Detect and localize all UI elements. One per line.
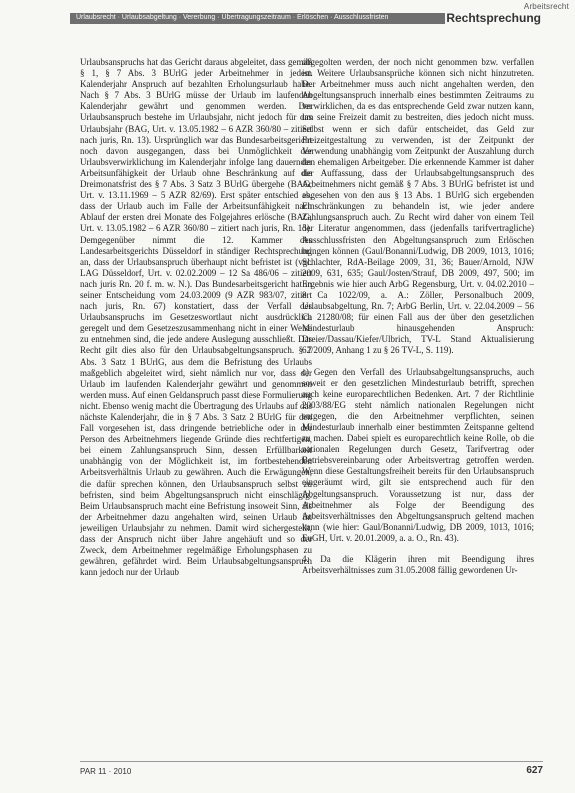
footer-rule bbox=[80, 761, 543, 762]
section-corner-tag: Arbeitsrecht bbox=[523, 2, 569, 11]
page-header bbox=[0, 9, 575, 29]
right-paragraph-3: 4. Da die Klägerin ihren mit Beendigung ihres Arbeitsverhältnisses zum 31.05.2008 fällig gewordenen Ur- bbox=[302, 554, 534, 576]
page-number: 627 bbox=[526, 765, 543, 776]
header-keywords: Urlaubsrecht · Urlaubsabgeltung · Vererbung · Übertragungszeitraum · Erlöschen · Ausschlussfristen bbox=[76, 14, 389, 21]
header-section-title: Rechtsprechung bbox=[446, 11, 541, 25]
page-footer bbox=[0, 765, 575, 779]
right-text-column bbox=[302, 57, 534, 772]
left-text-column bbox=[80, 57, 312, 772]
journal-issue: PAR 11 · 2010 bbox=[80, 767, 132, 776]
right-paragraph-2: c) Gegen den Verfall des Urlaubsabgeltungsanspruchs, auch soweit er den gesetzlichen Mindesturlaub betrifft, sprechen auch keine europarechtlichen Bedenken. Art. 7 der Richtlinie 2003/88/EG steht nämlich nationalen Regelungen nicht entgegen, die den Arbeitnehmer verpflichten, seinen Mindesturlaub innerhalb einer bestimmten Zeitspanne geltend zu machen. Dabei spielt es europarechtlich keine Rolle, ob die nationalen Regelungen durch Gesetz, Tarifvertrag oder Betriebsvereinbarung oder Arbeitsvertrag getroffen werden. Wenn diese Gestaltungsfreiheit bereits für den Urlaubsanspruch eingeräumt wird, gilt sie entsprechend auch für den Abgeltungsanspruch. Voraussetzung ist nur, dass der Arbeitnehmer als Folge der Beendigung des Arbeitsverhältnisses den Abgeltungsanspruch geltend machen kann (wie hier: Gaul/Bonanni/Ludwig, DB 2009, 1013, 1016; EuGH, Urt. v. 20.01.2009, a. a. O., Rn. 43). bbox=[302, 366, 534, 543]
left-paragraph: Urlaubsanspruchs hat das Gericht daraus abgeleitet, dass gemäß § 1, § 7 Abs. 3 BUrlG jeder Arbeitnehmer in jedem Kalenderjahr Anspruch auf bezahlten Erholungsurlaub habe. Nach § 7 Abs. 3 BUrlG müsse der Urlaub im laufenden Kalenderjahr gewährt und genommen werden. Der Urlaubsanspruch bestehe im Urlaubsjahr, nicht jedoch für das Urlaubsjahr (BAG, Urt. v. 13.05.1982 – 6 AZR 360/80 – zitiert nach juris, Rn. 13). Ursprünglich war das Bundesarbeitsgericht noch davon ausgegangen, dass bei Unmöglichkeit der Urlaubsverwirklichung im Kalenderjahr infolge lang dauernder Arbeitsunfähigkeit der Urlaub ohne Beschränkung auf die Dreimonatsfrist des § 7 Abs. 3 Satz 3 BUrlG übergehe (BAG, Urt. v. 13.11.1969 – 5 AZR 82/69). Erst später entschied es, dass der Urlaub auch im Falle der Arbeitsunfähigkeit nach Ablauf der ersten drei Monate des Folgejahres erlösche (BAG, Urt. v. 13.05.1982 – 6 AZR 360/80 – zitiert nach juris, Rn. 15). Demgegenüber nimmt die 12. Kammer des Landesarbeitsgerichts Düsseldorf in ständiger Rechtsprechung an, dass der Urlaubsanspruch überhaupt nicht befristet ist (vgl. LAG Düsseldorf, Urt. v. 02.02.2009 – 12 Sa 486/06 – zitiert nach juris Rn. 20 f. m. w. N.). Das Bundesarbeitsgericht hat in seiner Entscheidung vom 24.03.2009 (9 AZR 983/07, zitiert nach juris, Rn. 67) konstatiert, dass der Verfall des Urlaubsanspruchs im Gesetzeswortlaut nicht ausdrücklich geregelt und dem Gesetzeszusammenhang nicht in einer Weise zu entnehmen sind, die jede andere Auslegung ausschließt. Das Recht gilt dies also für den Urlaubsabgeltungsanspruch. § 7 Abs. 3 Satz 1 BUrlG, aus dem die Befristung des Urlaubs maßgeblich abgeleitet wird, sieht nämlich nur vor, dass der Urlaub im laufenden Kalenderjahr gewährt und genommen werden muss. Auf einen Geldanspruch passt diese Formulierung nicht. Ebenso wenig macht die Übertragung des Urlaubs auf das nächste Kalenderjahr, die in § 7 Abs. 3 Satz 2 BUrlG für den Fall vorgesehen ist, dass dringende betriebliche oder in der Person des Arbeitnehmers liegende Gründe dies rechtfertigen, bei einem Zahlungsanspruch Sinn, dessen Erfüllbarkeit unabhängig von der Möglichkeit ist, im fortbestehenden Arbeitsverhältnis Urlaub zu gewähren. Auch die Erwägungen, die dafür sprechen können, den Urlaubsanspruch selbst zu befristen, sind beim Abgeltungsanspruch nicht einschlägig. Beim Urlaubsanspruch macht eine Befristung insoweit Sinn, als der Arbeitnehmer dazu angehalten wird, seinen Urlaub im jeweiligen Urlaubsjahr zu nehmen. Damit wird sichergestellt, dass der Anspruch nicht über Jahre angehäuft und so der Zweck, dem Arbeitnehmer regelmäßige Erholungsphasen zu gewähren, gefährdet wird. Beim Urlaubsabgeltungsanspruch kann jedoch nur der Urlaub bbox=[80, 57, 312, 578]
right-paragraph-1: abgegolten werden, der noch nicht genommen bzw. verfallen ist. Weitere Urlaubsansprüche können sich nicht hinzutreten. Der Arbeitnehmer muss auch nicht angehalten werden, den Abgeltungsanspruch innerhalb eines bestimmten Zeitraums zu verwirklichen, da es das entsprechende Geld zwar nutzen kann, um seine Freizeit damit zu bestreiten, dies jedoch nicht muss. Selbst wenn er sich dafür entscheidet, das Geld zur Freizeitgestaltung zu verwenden, ist der Zeitpunkt der Verwendung unabhängig vom Zeitpunkt der Auszahlung durch den ehemaligen Arbeitgeber. Die erkennende Kammer ist daher der Auffassung, dass der Urlaubsabgeltungsanspruch des Arbeitnehmers nicht gemäß § 7 Abs. 3 BUrlG befristet ist und abgesehen von den aus § 13 Abs. 1 BUrlG sich ergebenden Einschränkungen zu behandeln ist, wie jeder andere Zahlungsanspruch auch. Zu Recht wird daher von einem Teil der Literatur angenommen, dass (jedenfalls tarifvertragliche) Ausschlussfristen den Abgeltungsanspruch zum Erlöschen bringen können (Gaul/Bonanni/Ludwig, DB 2009, 1013, 1016; Schlachter, RdA-Beilage 2009, 31, 36; Bauer/Arnold, NJW 2009, 631, 635; Gaul/Josten/Strauf, DB 2009, 497, 500; im Ergebnis wie hier auch ArbG Regensburg, Urt. v. 04.02.2010 – 8 Ca 1022/09, a. A.: Zöller, Personalbuch 2009, Urlaubsabgeltung, Rn. 7; ArbG Berlin, Urt. v. 22.04.2009 – 56 Ca 21280/08; für einen Fall aus der über den gesetzlichen Mindesturlaub hinausgehenden Anspruch: Dreier/Dassau/Kiefer/Ulbrich, TV-L Stand Aktualisierung 62/2009, Anhang 1 zu § 26 TV-L, S. 119). bbox=[302, 57, 534, 356]
